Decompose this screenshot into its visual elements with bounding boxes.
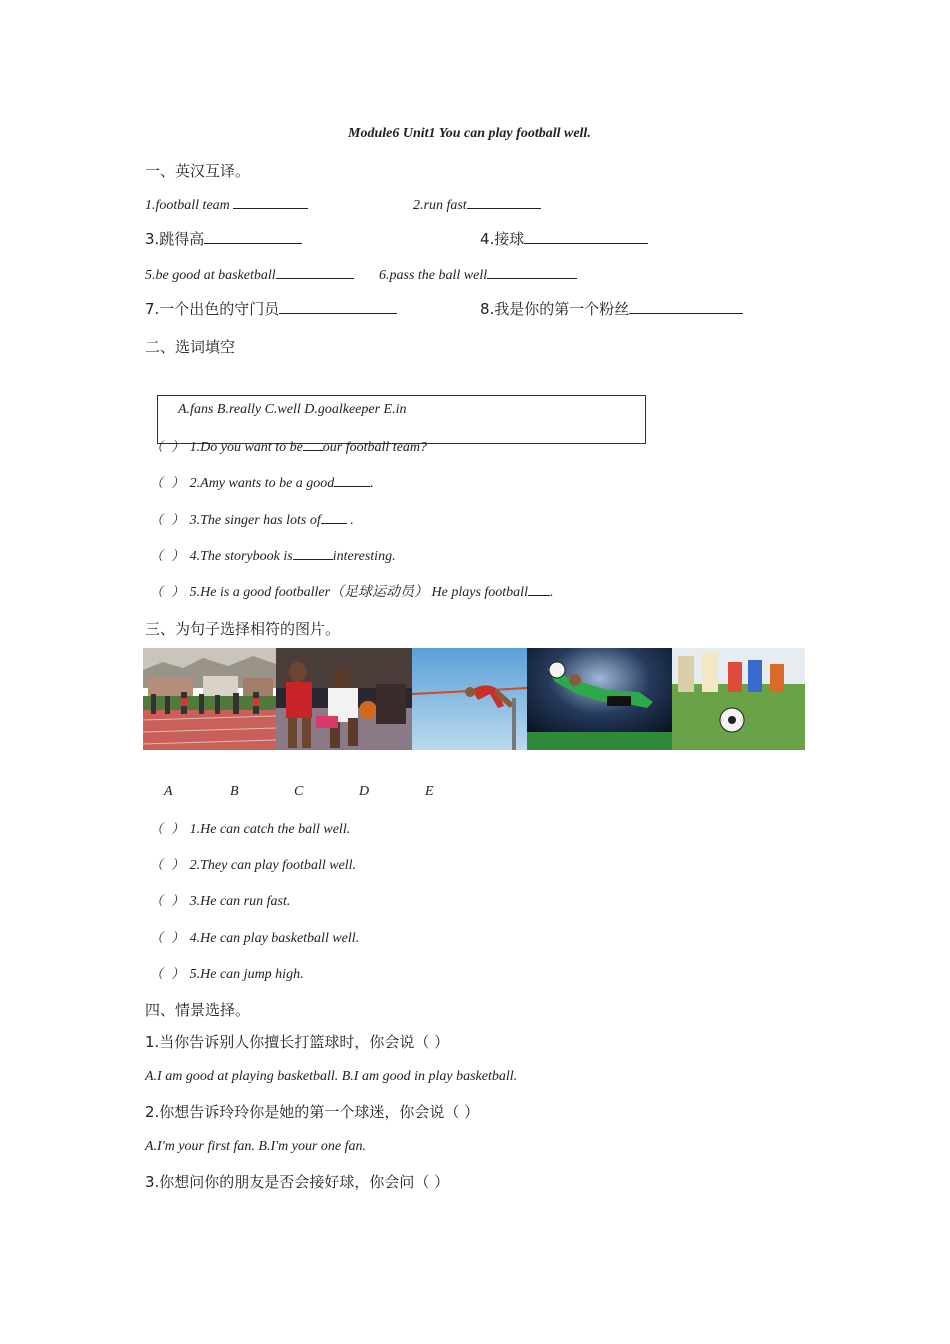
answer-blank[interactable] — [204, 231, 302, 244]
s2-q4-part2: interesting. — [332, 549, 396, 564]
s4-question-3: 3.你想问你的朋友是否会接好球，你会问（ ） — [145, 1173, 450, 1191]
s1-item-8-text: 8.我是你的第一个粉丝 — [480, 300, 630, 318]
s2-q2-part2: . — [370, 476, 374, 491]
s3-sentence-2-text: 2.They can play football well. — [189, 858, 357, 873]
answer-paren[interactable]: （ ） — [150, 967, 187, 982]
s2-question-3 — [150, 509, 354, 529]
answer-blank[interactable] — [528, 583, 550, 596]
s1-item-6 — [379, 266, 577, 284]
answer-paren[interactable]: （ ） — [150, 858, 187, 873]
goalkeeper-image — [527, 648, 672, 750]
s4-question-2-options: A.I'm your first fan. B.I'm your one fan. — [145, 1139, 367, 1154]
picture-e-football — [672, 648, 805, 750]
answer-paren[interactable]: （ ） — [150, 440, 187, 455]
s1-item-1 — [145, 196, 308, 214]
s1-item-5-text: 5.be good at basketball — [145, 268, 276, 283]
page-title: Module6 Unit1 You can play football well. — [348, 126, 591, 141]
section2-heading: 二、选词填空 — [145, 338, 236, 356]
s3-sentence-2 — [150, 854, 356, 874]
answer-blank[interactable] — [524, 231, 648, 244]
picture-b-basketball — [276, 648, 412, 750]
s3-sentence-5-text: 5.He can jump high. — [189, 967, 304, 982]
s2-q5-part1: 5.He is a good footballer（足球运动员） He plays football — [189, 585, 528, 600]
answer-paren[interactable]: （ ） — [150, 894, 187, 909]
s1-item-3 — [145, 228, 302, 249]
picture-c-high-jump — [412, 648, 527, 750]
basketball-image — [276, 648, 412, 750]
answer-blank[interactable] — [487, 266, 577, 279]
answer-paren[interactable]: （ ） — [150, 549, 187, 564]
s1-item-1-text: 1.football team — [145, 198, 234, 213]
s3-sentence-5 — [150, 963, 304, 983]
picture-letter-e: E — [425, 784, 434, 799]
answer-paren[interactable]: （ ） — [150, 585, 187, 600]
high-jump-image — [412, 648, 527, 750]
answer-blank[interactable] — [233, 196, 308, 209]
s1-item-8 — [480, 298, 743, 319]
s4-question-1: 1.当你告诉别人你擅长打篮球时，你会说（ ） — [145, 1033, 450, 1051]
s3-sentence-4-text: 4.He can play basketball well. — [189, 931, 360, 946]
running-race-image — [143, 648, 276, 750]
answer-blank[interactable] — [629, 301, 743, 314]
s3-sentence-1-text: 1.He can catch the ball well. — [189, 822, 351, 837]
s2-q4-part1: 4.The storybook is — [189, 549, 293, 564]
s1-item-7 — [145, 298, 397, 319]
s3-sentence-1 — [150, 818, 350, 838]
s2-q3-part2: . — [346, 513, 354, 528]
s2-q3-part1: 3.The singer has lots of — [189, 513, 321, 528]
s3-sentence-4 — [150, 927, 359, 947]
answer-paren[interactable]: （ ） — [150, 476, 187, 491]
s2-question-4 — [150, 545, 396, 565]
s1-item-4 — [480, 228, 648, 249]
s2-q1-part1: 1.Do you want to be — [189, 440, 303, 455]
s1-item-2 — [413, 196, 541, 214]
answer-blank[interactable] — [467, 196, 541, 209]
s3-sentence-3-text: 3.He can run fast. — [189, 894, 291, 909]
word-bank: A.fans B.really C.well D.goalkeeper E.in — [178, 402, 407, 417]
answer-blank[interactable] — [293, 547, 333, 560]
answer-paren[interactable]: （ ） — [150, 513, 187, 528]
s4-question-1-options: A.I am good at playing basketball. B.I am good in play basketball. — [145, 1069, 518, 1084]
s2-question-2 — [150, 472, 374, 492]
s1-item-7-text: 7.一个出色的守门员 — [145, 300, 280, 318]
s1-item-4-text: 4.接球 — [480, 230, 525, 248]
picture-letter-c: C — [294, 784, 304, 799]
s3-sentence-3 — [150, 890, 290, 910]
picture-letter-a: A — [164, 784, 173, 799]
s2-q2-part1: 2.Amy wants to be a good — [189, 476, 335, 491]
section1-heading: 一、英汉互译。 — [145, 162, 251, 180]
section3-heading: 三、为句子选择相符的图片。 — [145, 620, 341, 638]
s2-q1-part2: our football team? — [322, 440, 428, 455]
picture-d-goalkeeper — [527, 648, 672, 750]
picture-letter-b: B — [230, 784, 239, 799]
picture-a-running — [143, 648, 276, 750]
picture-letter-d: D — [359, 784, 370, 799]
section4-heading: 四、情景选择。 — [145, 1001, 251, 1019]
answer-blank[interactable] — [334, 474, 370, 487]
answer-paren[interactable]: （ ） — [150, 822, 187, 837]
answer-blank[interactable] — [279, 301, 397, 314]
answer-blank[interactable] — [321, 511, 347, 524]
answer-blank[interactable] — [303, 438, 323, 451]
s2-q5-part2: . — [549, 585, 554, 600]
answer-paren[interactable]: （ ） — [150, 931, 187, 946]
s2-question-1 — [150, 436, 427, 456]
s1-item-3-text: 3.跳得高 — [145, 230, 205, 248]
s4-question-2: 2.你想告诉玲玲你是她的第一个球迷，你会说（ ） — [145, 1103, 480, 1121]
answer-blank[interactable] — [276, 266, 354, 279]
s1-item-6-text: 6.pass the ball well — [379, 268, 488, 283]
s1-item-2-text: 2.run fast — [413, 198, 467, 213]
kids-football-image — [672, 648, 805, 750]
s1-item-5 — [145, 266, 354, 284]
s2-question-5 — [150, 581, 553, 601]
